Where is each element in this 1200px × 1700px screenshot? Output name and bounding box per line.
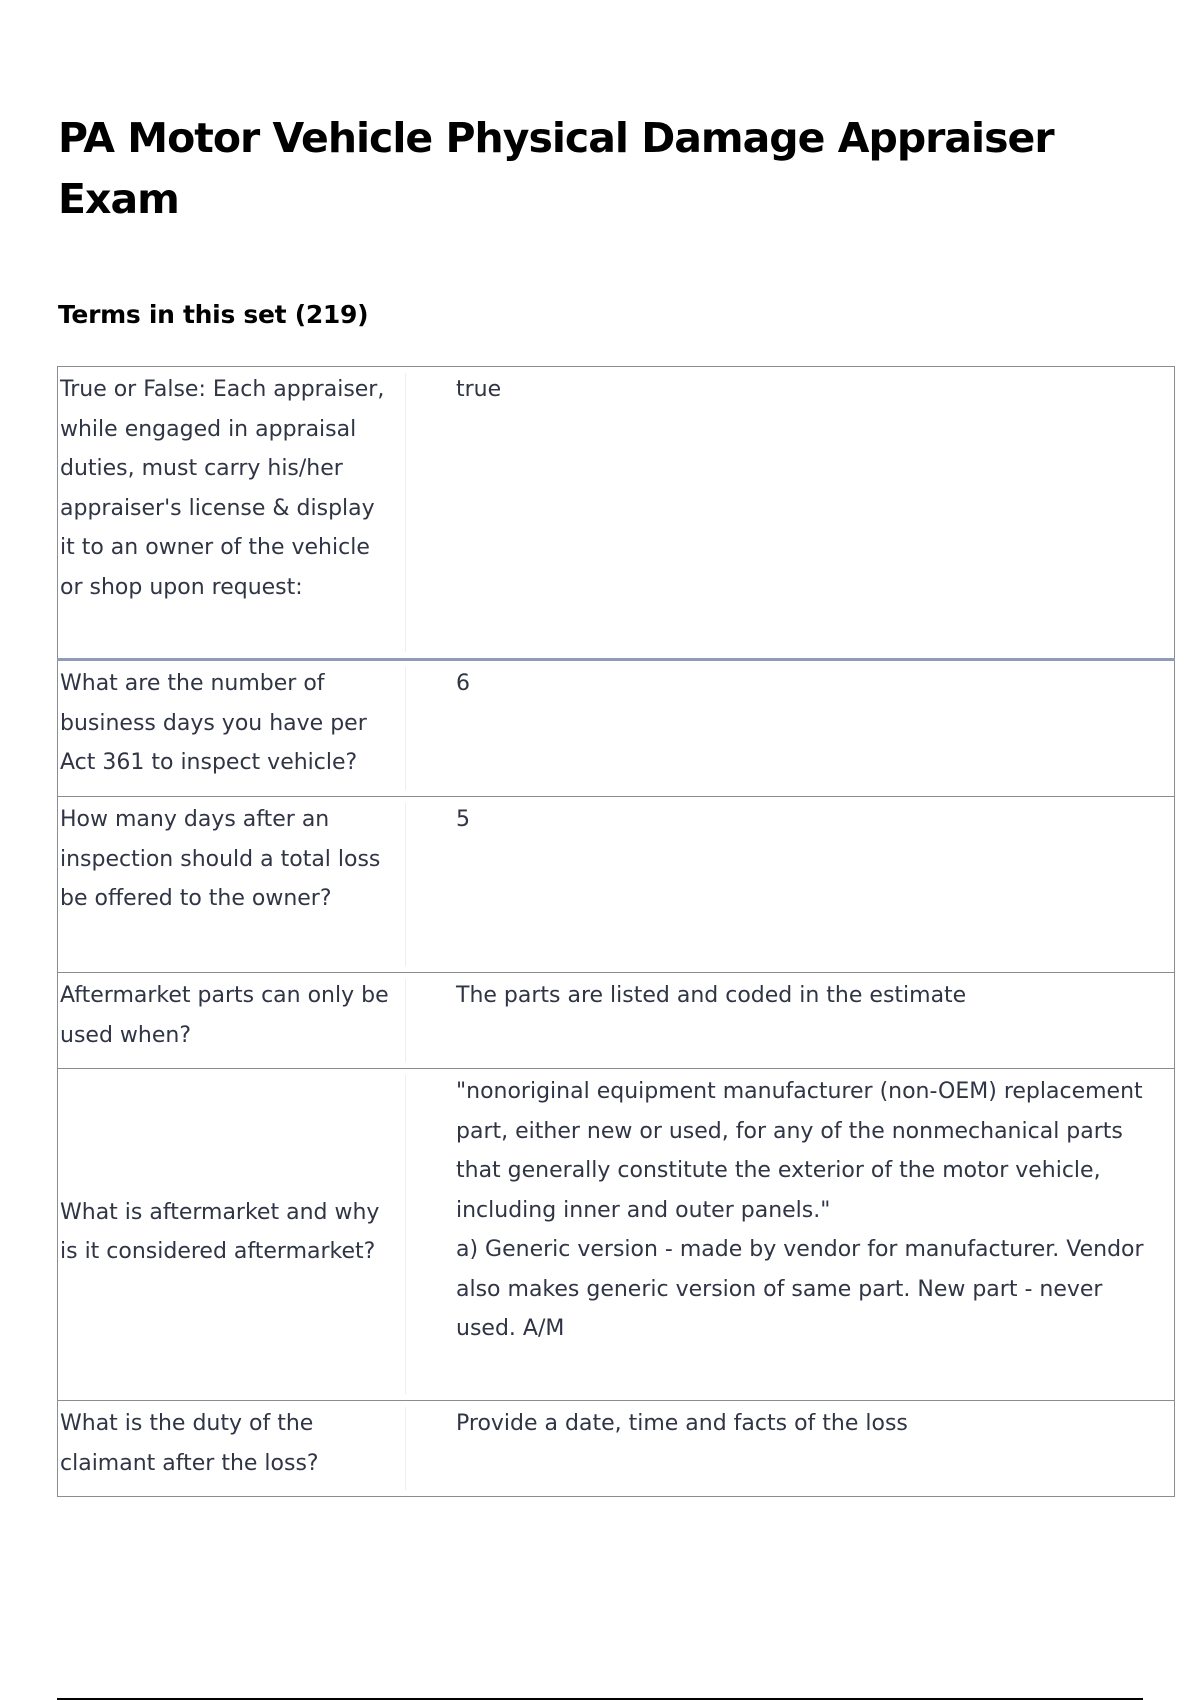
term-row bbox=[58, 1069, 1175, 1401]
definition-cell bbox=[406, 367, 1175, 660]
definition-cell bbox=[406, 660, 1175, 797]
term-row bbox=[58, 660, 1175, 797]
term-row bbox=[58, 367, 1175, 660]
term-cell: True or False: Each appraiser, while engaged in appraisal duties, must carry his/her appraiser's license & display it to an owner of the vehicle or shop upon request: bbox=[58, 367, 407, 660]
term-row bbox=[58, 973, 1175, 1069]
term-cell: What is the duty of the claimant after the loss? bbox=[58, 1401, 407, 1497]
terms-set-heading: Terms in this set (219) bbox=[58, 300, 369, 329]
definition-cell bbox=[406, 797, 1175, 973]
terms-table bbox=[57, 366, 1175, 1497]
page-title: PA Motor Vehicle Physical Damage Appraiser Exam bbox=[58, 114, 1054, 223]
term-row bbox=[58, 797, 1175, 973]
definition-text: The parts are listed and coded in the estimate bbox=[456, 983, 967, 1008]
definition-text: "nonoriginal equipment manufacturer (non-OEM) replacement part, either new or used, for any of the nonmechanical parts that generally constitute the exterior of the motor vehicle, including inner and outer panels." bbox=[456, 1079, 1143, 1223]
definition-cell bbox=[406, 1401, 1175, 1497]
term-cell: How many days after an inspection should a total loss be offered to the owner? bbox=[58, 797, 407, 973]
definition-cell bbox=[406, 973, 1175, 1069]
term-cell: Aftermarket parts can only be used when? bbox=[58, 973, 407, 1069]
term-cell: What is aftermarket and why is it considered aftermarket? bbox=[58, 1069, 407, 1401]
definition-text: 6 bbox=[456, 671, 470, 696]
definition-cell bbox=[406, 1069, 1175, 1401]
definition-text: Provide a date, time and facts of the loss bbox=[456, 1411, 908, 1436]
term-cell: What are the number of business days you have per Act 361 to inspect vehicle? bbox=[58, 660, 407, 797]
definition-text: 5 bbox=[456, 807, 470, 832]
definition-text: a) Generic version - made by vendor for manufacturer. Vendor also makes generic version of same part. New part - never used. A/M bbox=[456, 1237, 1144, 1341]
term-row bbox=[58, 1401, 1175, 1497]
definition-text: true bbox=[456, 377, 502, 402]
